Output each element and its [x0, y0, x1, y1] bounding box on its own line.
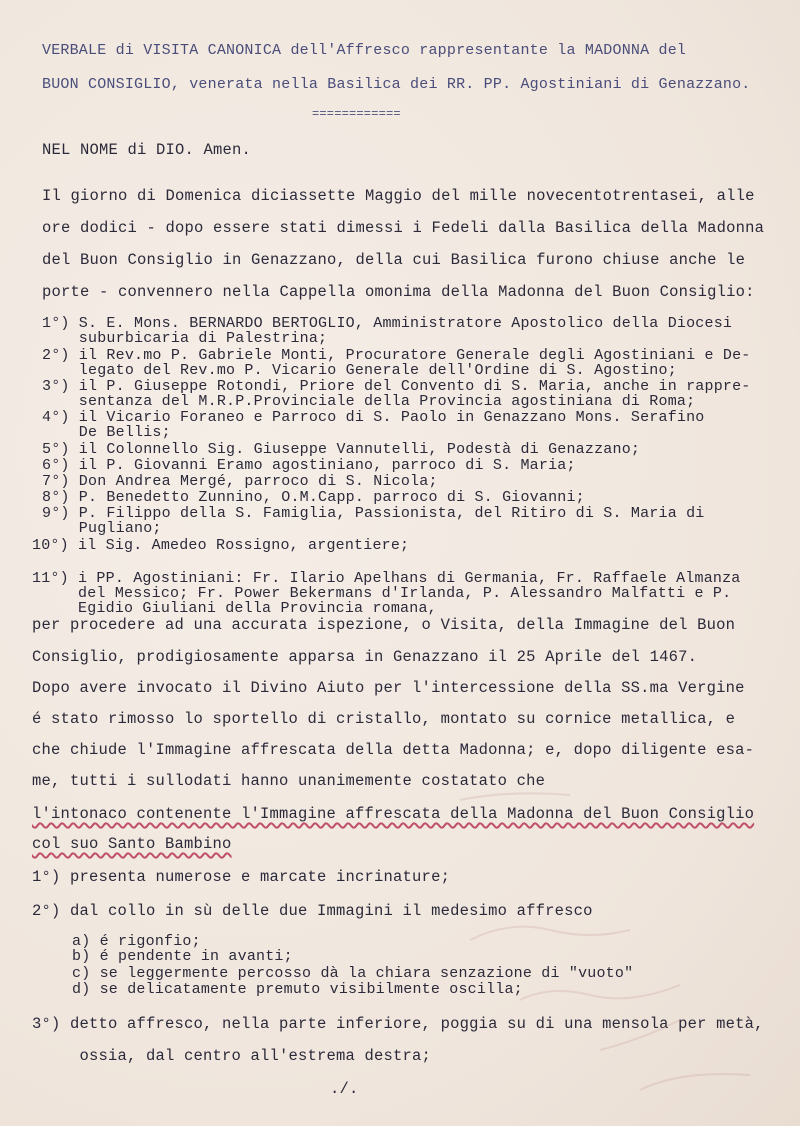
- list-item: Pugliano;: [42, 520, 162, 537]
- intro-line: ore dodici - dopo essere stati dimessi i Fedeli dalla Basilica della Madonna: [42, 219, 765, 237]
- intro-line: Il giorno di Domenica diciassette Maggio del mille novecentotrentasei, alle: [42, 187, 755, 205]
- underlined-line: l'intonaco contenente l'Immagine affrescata della Madonna del Buon Consiglio: [32, 805, 755, 823]
- body-line: che chiude l'Immagine affrescata della detta Madonna; e, dopo diligente esa-: [32, 741, 755, 759]
- list-item: 5°) il Colonnello Sig. Giuseppe Vannutelli, Podestà di Genazzano;: [42, 441, 641, 458]
- list-item: 8°) P. Benedetto Zunnino, O.M.Capp. parroco di S. Giovanni;: [42, 489, 585, 506]
- title-line-2: BUON CONSIGLIO, venerata nella Basilica dei RR. PP. Agostiniani di Genazzano.: [42, 76, 751, 93]
- list-item: suburbicaria di Palestrina;: [42, 330, 328, 347]
- list-item: sentanza del M.R.P.Provinciale della Provincia agostiniana di Roma;: [42, 393, 696, 410]
- sublist-item: d) se delicatamente premuto visibilmente oscilla;: [72, 981, 523, 998]
- list-item: 10°) il Sig. Amedeo Rossigno, argentiere;: [32, 537, 410, 554]
- list-item: 7°) Don Andrea Mergé, parroco di S. Nicola;: [42, 473, 438, 490]
- list-item: 2°) il Rev.mo P. Gabriele Monti, Procuratore Generale degli Agostiniani e De-: [42, 347, 751, 364]
- sublist-item: c) se leggermente percosso dà la chiara senzazione di "vuoto": [72, 965, 634, 982]
- title-line-1: VERBALE di VISITA CANONICA dell'Affresco rappresentante la MADONNA del: [42, 42, 687, 59]
- list-item: 11°) i PP. Agostiniani: Fr. Ilario Apelhans di Germania, Fr. Raffaele Almanza: [32, 570, 741, 587]
- body-line: Dopo avere invocato il Divino Aiuto per l'intercessione della SS.ma Vergine: [32, 679, 745, 697]
- finding-line: ossia, dal centro all'estrema destra;: [32, 1047, 432, 1065]
- underlined-line: col suo Santo Bambino: [32, 835, 232, 853]
- list-item: 6°) il P. Giovanni Eramo agostiniano, parroco di S. Maria;: [42, 457, 576, 474]
- intro-line: porte - convennero nella Cappella omonima della Madonna del Buon Consiglio:: [42, 283, 755, 301]
- body-line: per procedere ad una accurata ispezione, o Visita, della Immagine del Buon: [32, 616, 736, 634]
- list-item: 9°) P. Filippo della S. Famiglia, Passionista, del Ritiro di S. Maria di: [42, 505, 705, 522]
- list-item: 1°) S. E. Mons. BERNARDO BERTOGLIO, Amministratore Apostolico della Diocesi: [42, 315, 733, 332]
- page-continuation-mark: ./.: [330, 1080, 359, 1098]
- title-separator: ============: [312, 107, 401, 121]
- list-item: 4°) il Vicario Foraneo e Parroco di S. Paolo in Genazzano Mons. Serafino: [42, 409, 705, 426]
- list-item: del Messico; Fr. Power Bekermans d'Irlanda, P. Alessandro Malfatti e P.: [32, 585, 732, 602]
- sublist-item: a) é rigonfio;: [72, 933, 201, 950]
- sublist-item: b) é pendente in avanti;: [72, 948, 293, 965]
- invocation: NEL NOME di DIO. Amen.: [42, 141, 252, 159]
- list-item: De Bellis;: [42, 424, 171, 441]
- body-line: é stato rimosso lo sportello di cristallo, montato su cornice metallica, e: [32, 710, 736, 728]
- list-item: 3°) il P. Giuseppe Rotondi, Priore del Convento di S. Maria, anche in rappre-: [42, 378, 751, 395]
- intro-line: del Buon Consiglio in Genazzano, della cui Basilica furono chiuse anche le: [42, 251, 746, 269]
- finding-line: 2°) dal collo in sù delle due Immagini il medesimo affresco: [32, 902, 593, 920]
- list-item: Egidio Giuliani della Provincia romana,: [32, 600, 437, 617]
- list-item: legato del Rev.mo P. Vicario Generale dell'Ordine di S. Agostino;: [42, 362, 677, 379]
- finding-line: 1°) presenta numerose e marcate incrinature;: [32, 868, 451, 886]
- finding-line: 3°) detto affresco, nella parte inferiore, poggia su di una mensola per metà,: [32, 1015, 764, 1033]
- body-line: Consiglio, prodigiosamente apparsa in Genazzano il 25 Aprile del 1467.: [32, 648, 698, 666]
- body-line: me, tutti i sullodati hanno unanimemente costatato che: [32, 772, 546, 790]
